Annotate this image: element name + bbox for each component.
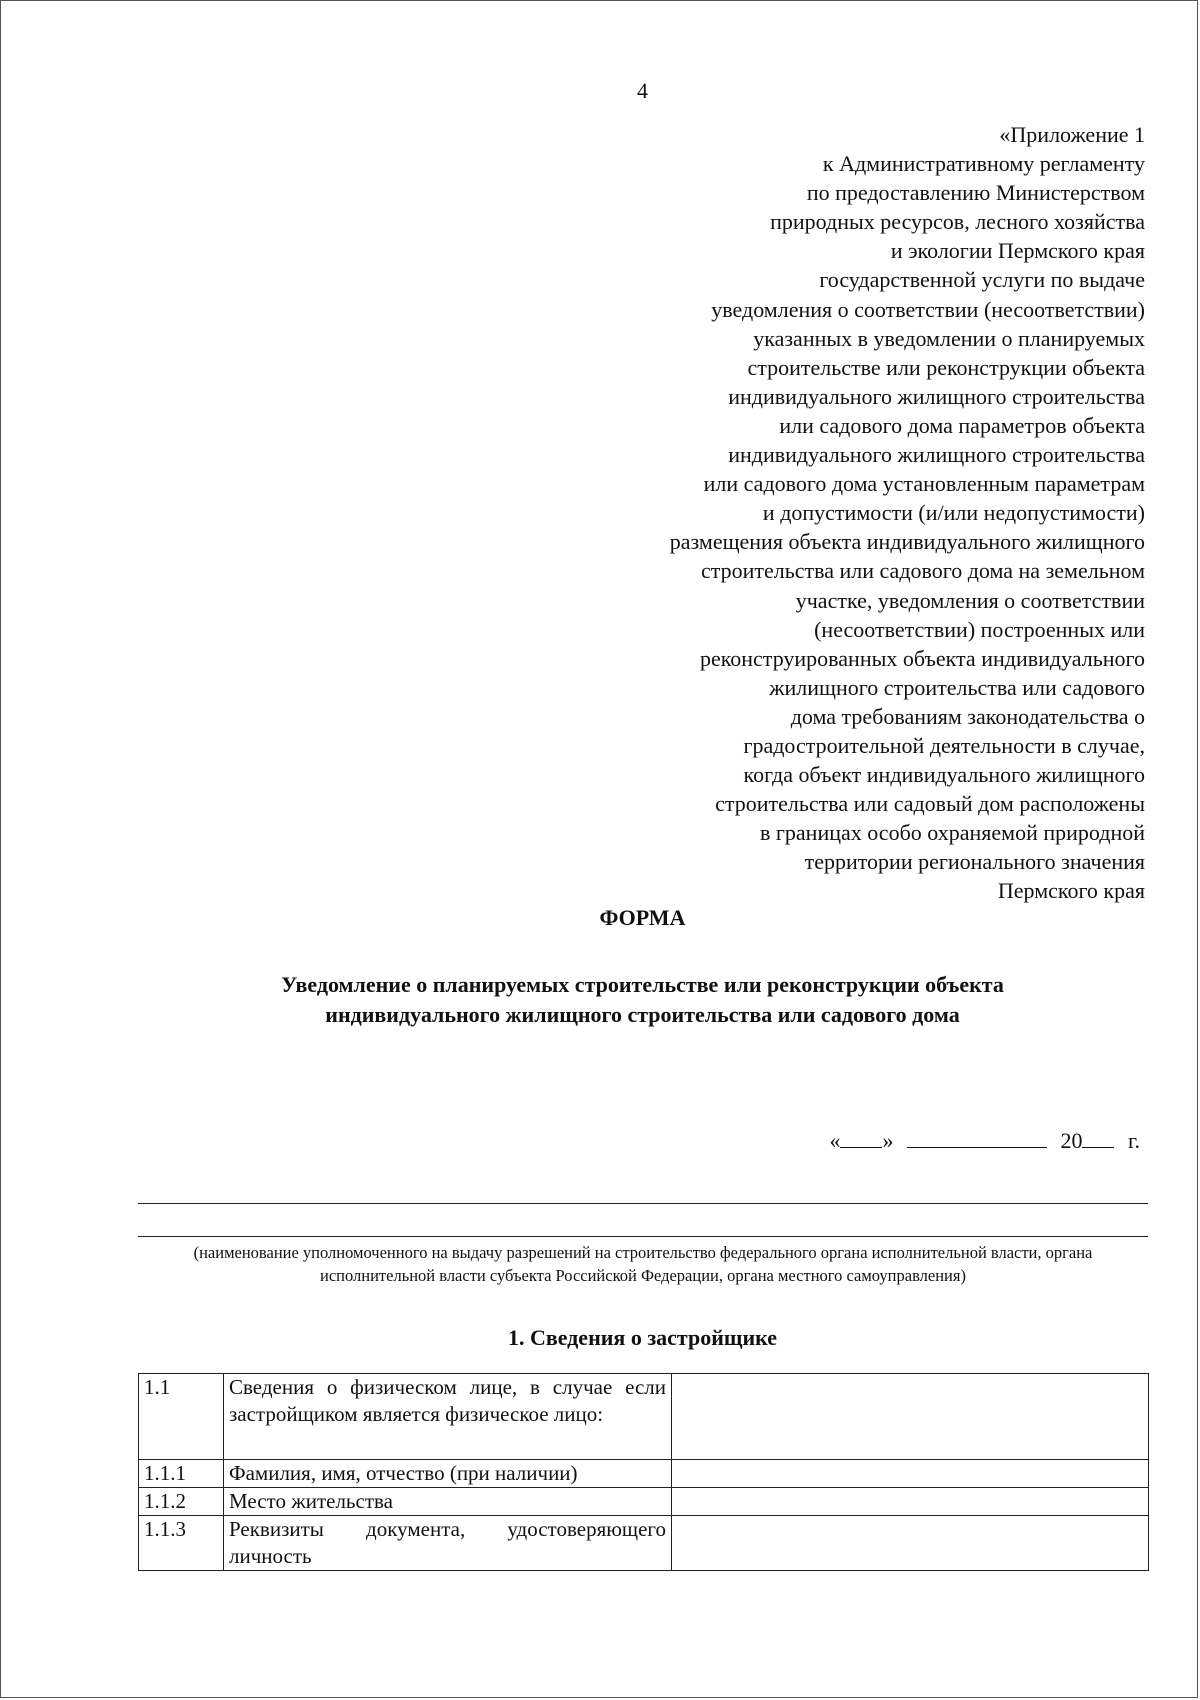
authority-fill-line[interactable] xyxy=(138,1236,1148,1237)
appendix-line: «Приложение 1 xyxy=(999,122,1145,147)
appendix-line: или садового дома установленным параметрам xyxy=(703,471,1145,497)
appendix-header xyxy=(585,120,1145,906)
appendix-line: размещения объекта индивидуального жилищного xyxy=(669,529,1145,555)
appendix-line: строительстве или реконструкции объекта xyxy=(747,354,1145,380)
appendix-line: жилищного строительства или садового xyxy=(769,674,1145,700)
appendix-line: когда объект индивидуального жилищного xyxy=(743,762,1145,788)
appendix-line: индивидуального жилищного строительства xyxy=(728,383,1145,409)
appendix-line: дома требованиям законодательства о xyxy=(790,703,1145,729)
day-blank[interactable] xyxy=(840,1127,882,1148)
document-title-line: индивидуального жилищного строительства или садового дома xyxy=(325,1002,960,1027)
document-title-line: Уведомление о планируемых строительстве или реконструкции объекта xyxy=(281,972,1004,997)
appendix-line: территории регионального значения xyxy=(804,849,1145,875)
appendix-line: и экологии Пермского края xyxy=(890,238,1145,264)
year-suffix: г. xyxy=(1127,1128,1140,1153)
appendix-line: и допустимости (и/или недопустимости) xyxy=(762,500,1145,526)
authority-fill-line[interactable] xyxy=(138,1203,1148,1204)
section-title: 1. Сведения о застройщике xyxy=(507,1325,778,1350)
table-row xyxy=(139,1488,1149,1516)
appendix-line: участке, уведомления о соответствии xyxy=(795,587,1145,613)
row-number: 1.1 xyxy=(139,1374,224,1460)
appendix-line: по предоставлению Министерством xyxy=(806,180,1145,206)
form-label: ФОРМА xyxy=(599,905,686,930)
developer-info-table xyxy=(138,1373,1149,1571)
row-value-cell[interactable] xyxy=(672,1516,1149,1571)
row-description: Место жительства xyxy=(224,1488,672,1516)
appendix-line: градостроительной деятельности в случае, xyxy=(743,732,1145,758)
document-title xyxy=(140,970,1145,1030)
row-number: 1.1.3 xyxy=(139,1516,224,1571)
appendix-line: строительства или садового дома на земельном xyxy=(700,558,1145,584)
row-description: Сведения о физическом лице, в случае если застройщиком является физическое лицо: xyxy=(224,1374,672,1460)
table-row xyxy=(139,1516,1149,1571)
date-open-quote: « xyxy=(829,1128,841,1153)
appendix-line: к Административному регламенту xyxy=(822,151,1145,177)
date-close-quote: » xyxy=(882,1128,894,1153)
appendix-line: строительства или садовый дом расположены xyxy=(715,791,1145,817)
appendix-line: реконструированных объекта индивидуального xyxy=(699,645,1145,671)
table-row xyxy=(139,1374,1149,1460)
appendix-line: государственной услуги по выдаче xyxy=(819,267,1145,293)
appendix-line: природных ресурсов, лесного хозяйства xyxy=(770,209,1145,235)
row-value-cell[interactable] xyxy=(672,1488,1149,1516)
year-blank[interactable] xyxy=(1082,1127,1114,1148)
appendix-line: указанных в уведомлении о планируемых xyxy=(753,325,1145,351)
appendix-line: или садового дома параметров объекта xyxy=(779,412,1145,438)
appendix-line: индивидуального жилищного строительства xyxy=(728,442,1145,468)
table-row xyxy=(139,1460,1149,1488)
appendix-line: в границах особо охраняемой природной xyxy=(760,820,1145,846)
appendix-line: (несоответствии) построенных или xyxy=(814,616,1145,642)
authority-caption: (наименование уполномоченного на выдачу разрешений на строительство федерального органа исполнительной власти, органа исполнительной власти субъекта Российской Федерации, органа местного самоуправления) xyxy=(193,1243,1093,1285)
year-prefix: 20 xyxy=(1060,1128,1083,1153)
month-blank[interactable] xyxy=(907,1127,1047,1148)
row-number: 1.1.1 xyxy=(139,1460,224,1488)
row-value-cell[interactable] xyxy=(672,1374,1149,1460)
row-description: Фамилия, имя, отчество (при наличии) xyxy=(224,1460,672,1488)
page-number: 4 xyxy=(637,78,648,103)
row-description: Реквизиты документа, удостоверяющего личность xyxy=(224,1516,672,1571)
row-number: 1.1.2 xyxy=(139,1488,224,1516)
appendix-line: Пермского края xyxy=(997,878,1145,904)
row-value-cell[interactable] xyxy=(672,1460,1149,1488)
appendix-line: уведомления о соответствии (несоответствии) xyxy=(711,296,1145,322)
date-line xyxy=(829,1127,1140,1154)
